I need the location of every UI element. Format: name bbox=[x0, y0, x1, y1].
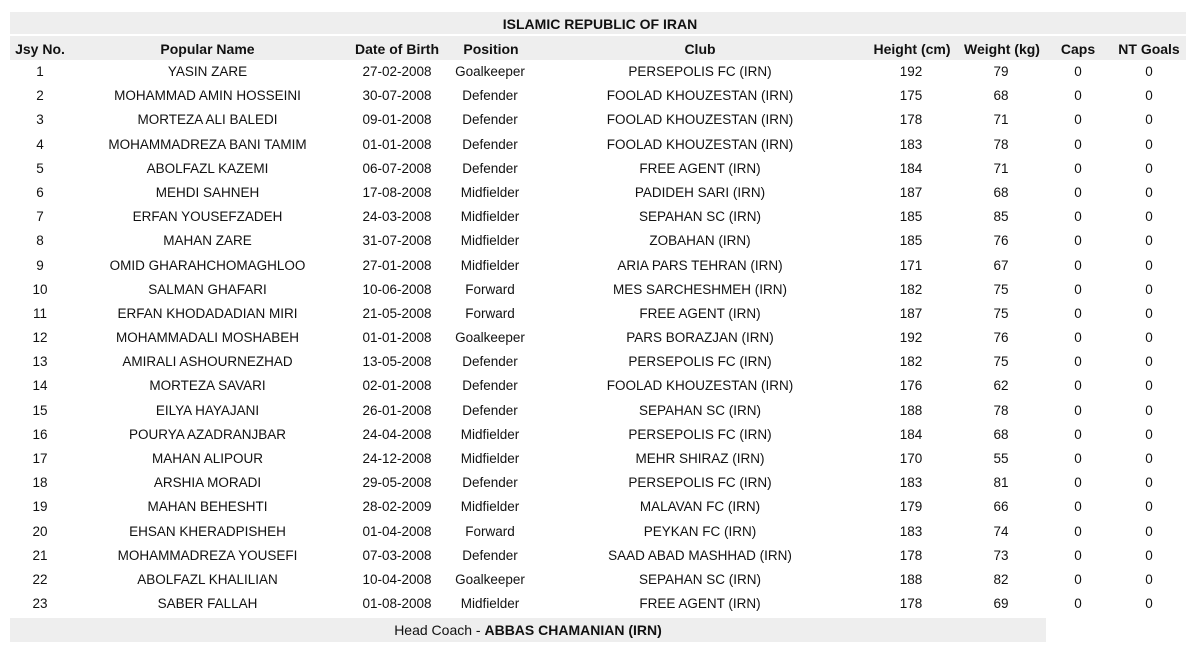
player-nt-goals: 0 bbox=[1145, 402, 1153, 418]
player-date-of-birth: 06-07-2008 bbox=[362, 160, 432, 176]
player-jsy-no: 4 bbox=[36, 136, 44, 152]
player-nt-goals: 0 bbox=[1145, 354, 1153, 370]
table-row bbox=[0, 181, 1200, 205]
player-caps: 0 bbox=[1074, 184, 1082, 200]
player-name: POURYA AZADRANJBAR bbox=[128, 426, 287, 442]
player-date-of-birth: 26-01-2008 bbox=[362, 402, 432, 418]
player-position: Goalkeeper bbox=[455, 571, 525, 587]
player-height: 182 bbox=[899, 354, 923, 370]
player-weight: 69 bbox=[993, 596, 1009, 612]
player-name: MAHAN ALIPOUR bbox=[151, 451, 264, 466]
player-height: 183 bbox=[899, 523, 923, 539]
player-club: ZOBAHAN (IRN) bbox=[649, 233, 751, 249]
player-date-of-birth: 28-02-2009 bbox=[362, 499, 432, 515]
player-position: Defender bbox=[462, 136, 518, 152]
table-row bbox=[0, 350, 1200, 374]
player-nt-goals: 0 bbox=[1145, 596, 1153, 612]
header-date-of-birth: Date of Birth bbox=[355, 41, 439, 57]
player-caps: 0 bbox=[1074, 402, 1082, 418]
player-height: 182 bbox=[899, 281, 923, 297]
player-height: 183 bbox=[899, 475, 923, 491]
player-name: MOHAMMAD AMIN HOSSEINI bbox=[114, 88, 301, 104]
player-nt-goals: 0 bbox=[1145, 571, 1153, 587]
player-date-of-birth: 17-08-2008 bbox=[362, 184, 432, 200]
table-row bbox=[0, 592, 1200, 616]
player-weight: 71 bbox=[993, 160, 1009, 176]
player-weight: 75 bbox=[993, 305, 1009, 321]
player-club: FOOLAD KHOUZESTAN (IRN) bbox=[606, 136, 794, 152]
table-row bbox=[0, 374, 1200, 398]
player-position: Defender bbox=[462, 402, 518, 418]
player-jsy-no: 15 bbox=[32, 402, 48, 418]
player-club: SEPAHAN SC (IRN) bbox=[638, 571, 761, 587]
player-nt-goals: 0 bbox=[1145, 475, 1153, 491]
player-club: FREE AGENT (IRN) bbox=[639, 305, 761, 321]
header-height: Height (cm) bbox=[873, 41, 951, 57]
player-weight: 55 bbox=[993, 451, 1009, 466]
player-jsy-no: 18 bbox=[32, 475, 48, 491]
player-caps: 0 bbox=[1074, 330, 1082, 346]
player-club: PEYKAN FC (IRN) bbox=[643, 523, 757, 539]
player-nt-goals: 0 bbox=[1145, 499, 1153, 515]
table-row bbox=[0, 157, 1200, 181]
player-height: 179 bbox=[899, 499, 923, 515]
player-height: 171 bbox=[899, 257, 923, 273]
player-jsy-no: 14 bbox=[32, 378, 48, 394]
player-weight: 68 bbox=[993, 88, 1009, 104]
player-jsy-no: 1 bbox=[36, 64, 44, 79]
table-row bbox=[0, 229, 1200, 253]
player-date-of-birth: 07-03-2008 bbox=[362, 547, 432, 563]
header-nt-goals: NT Goals bbox=[1118, 41, 1180, 57]
player-caps: 0 bbox=[1074, 499, 1082, 515]
header-weight: Weight (kg) bbox=[964, 41, 1040, 57]
table-row bbox=[0, 205, 1200, 229]
player-date-of-birth: 01-04-2008 bbox=[362, 523, 432, 539]
table-row bbox=[0, 326, 1200, 350]
player-weight: 85 bbox=[993, 209, 1009, 225]
player-weight: 71 bbox=[993, 112, 1009, 128]
player-name: ABOLFAZL KAZEMI bbox=[146, 160, 269, 176]
player-name: AMIRALI ASHOURNEZHAD bbox=[122, 354, 293, 370]
player-name: MEHDI SAHNEH bbox=[155, 184, 260, 200]
player-date-of-birth: 27-02-2008 bbox=[362, 64, 432, 79]
player-position: Midfielder bbox=[460, 257, 520, 273]
player-jsy-no: 9 bbox=[36, 257, 44, 273]
player-date-of-birth: 01-01-2008 bbox=[362, 330, 432, 346]
player-position: Defender bbox=[462, 160, 518, 176]
player-weight: 74 bbox=[993, 523, 1009, 539]
player-position: Defender bbox=[462, 547, 518, 563]
player-weight: 75 bbox=[993, 354, 1009, 370]
player-jsy-no: 7 bbox=[36, 209, 44, 225]
player-weight: 79 bbox=[993, 64, 1009, 79]
player-caps: 0 bbox=[1074, 354, 1082, 370]
player-jsy-no: 23 bbox=[32, 596, 48, 612]
table-row bbox=[0, 423, 1200, 447]
header-popular-name: Popular Name bbox=[160, 41, 255, 57]
player-club: PERSEPOLIS FC (IRN) bbox=[628, 475, 772, 491]
player-height: 187 bbox=[899, 305, 923, 321]
player-name: YASIN ZARE bbox=[167, 64, 248, 79]
player-position: Midfielder bbox=[460, 451, 520, 466]
player-club: FREE AGENT (IRN) bbox=[639, 160, 761, 176]
player-nt-goals: 0 bbox=[1145, 330, 1153, 346]
player-club: PADIDEH SARI (IRN) bbox=[634, 184, 766, 200]
player-position: Midfielder bbox=[460, 209, 520, 225]
player-name: SABER FALLAH bbox=[157, 596, 258, 612]
player-height: 178 bbox=[899, 596, 923, 612]
player-jsy-no: 17 bbox=[32, 451, 48, 466]
player-caps: 0 bbox=[1074, 523, 1082, 539]
player-date-of-birth: 10-04-2008 bbox=[362, 571, 432, 587]
player-jsy-no: 3 bbox=[36, 112, 44, 128]
player-nt-goals: 0 bbox=[1145, 451, 1153, 466]
player-caps: 0 bbox=[1074, 257, 1082, 273]
table-row bbox=[0, 471, 1200, 495]
player-nt-goals: 0 bbox=[1145, 112, 1153, 128]
player-height: 184 bbox=[899, 426, 923, 442]
player-date-of-birth: 09-01-2008 bbox=[362, 112, 432, 128]
table-row bbox=[0, 108, 1200, 132]
player-caps: 0 bbox=[1074, 426, 1082, 442]
player-caps: 0 bbox=[1074, 475, 1082, 491]
player-club: PARS BORAZJAN (IRN) bbox=[626, 330, 774, 346]
player-club: PERSEPOLIS FC (IRN) bbox=[628, 426, 772, 442]
player-position: Midfielder bbox=[460, 499, 520, 515]
player-name: MAHAN BEHESHTI bbox=[147, 499, 268, 515]
player-jsy-no: 5 bbox=[36, 160, 44, 176]
table-row bbox=[0, 399, 1200, 423]
player-nt-goals: 0 bbox=[1145, 88, 1153, 104]
player-height: 178 bbox=[899, 547, 923, 563]
player-jsy-no: 22 bbox=[32, 571, 48, 587]
player-caps: 0 bbox=[1074, 281, 1082, 297]
player-jsy-no: 21 bbox=[32, 547, 48, 563]
player-position: Midfielder bbox=[460, 596, 520, 612]
player-weight: 78 bbox=[993, 402, 1009, 418]
player-jsy-no: 2 bbox=[36, 88, 44, 104]
player-date-of-birth: 24-12-2008 bbox=[362, 451, 432, 466]
player-name: MAHAN ZARE bbox=[163, 233, 252, 249]
player-name: MORTEZA ALI BALEDI bbox=[137, 112, 278, 128]
player-date-of-birth: 13-05-2008 bbox=[362, 354, 432, 370]
player-jsy-no: 6 bbox=[36, 184, 44, 200]
player-caps: 0 bbox=[1074, 64, 1082, 79]
player-jsy-no: 12 bbox=[32, 330, 48, 346]
player-jsy-no: 10 bbox=[32, 281, 48, 297]
player-club: MES SARCHESHMEH (IRN) bbox=[612, 281, 787, 297]
player-position: Defender bbox=[462, 378, 518, 394]
player-height: 176 bbox=[899, 378, 923, 394]
player-height: 188 bbox=[899, 571, 923, 587]
player-club: FOOLAD KHOUZESTAN (IRN) bbox=[606, 378, 794, 394]
player-date-of-birth: 30-07-2008 bbox=[362, 88, 432, 104]
player-club: SEPAHAN SC (IRN) bbox=[638, 402, 761, 418]
player-weight: 67 bbox=[993, 257, 1009, 273]
player-name: SALMAN GHAFARI bbox=[148, 281, 267, 297]
player-nt-goals: 0 bbox=[1145, 305, 1153, 321]
player-nt-goals: 0 bbox=[1145, 184, 1153, 200]
player-weight: 75 bbox=[993, 281, 1009, 297]
player-position: Forward bbox=[465, 281, 515, 297]
player-name: ABOLFAZL KHALILIAN bbox=[137, 571, 278, 587]
player-position: Midfielder bbox=[460, 184, 520, 200]
player-nt-goals: 0 bbox=[1145, 64, 1153, 79]
player-caps: 0 bbox=[1074, 136, 1082, 152]
player-club: SEPAHAN SC (IRN) bbox=[638, 209, 761, 225]
player-height: 184 bbox=[899, 160, 923, 176]
player-nt-goals: 0 bbox=[1145, 257, 1153, 273]
player-date-of-birth: 02-01-2008 bbox=[362, 378, 432, 394]
player-caps: 0 bbox=[1074, 596, 1082, 612]
player-jsy-no: 11 bbox=[32, 305, 47, 321]
player-caps: 0 bbox=[1074, 305, 1082, 321]
player-position: Defender bbox=[462, 475, 518, 491]
player-height: 170 bbox=[899, 451, 923, 466]
player-nt-goals: 0 bbox=[1145, 523, 1153, 539]
player-jsy-no: 8 bbox=[36, 233, 44, 249]
player-caps: 0 bbox=[1074, 571, 1082, 587]
player-date-of-birth: 29-05-2008 bbox=[362, 475, 432, 491]
table-row bbox=[0, 302, 1200, 326]
player-height: 183 bbox=[899, 136, 923, 152]
head-coach-name: ABBAS CHAMANIAN (IRN) bbox=[484, 622, 662, 638]
player-date-of-birth: 21-05-2008 bbox=[362, 305, 432, 321]
player-date-of-birth: 01-01-2008 bbox=[362, 136, 432, 152]
player-nt-goals: 0 bbox=[1145, 547, 1153, 563]
player-club: PERSEPOLIS FC (IRN) bbox=[628, 354, 772, 370]
player-club: MEHR SHIRAZ (IRN) bbox=[635, 451, 765, 466]
player-height: 192 bbox=[899, 330, 923, 346]
player-caps: 0 bbox=[1074, 378, 1082, 394]
player-nt-goals: 0 bbox=[1145, 426, 1153, 442]
player-name: ERFAN KHODADADIAN MIRI bbox=[117, 305, 298, 321]
player-weight: 81 bbox=[993, 475, 1009, 491]
player-nt-goals: 0 bbox=[1145, 233, 1153, 249]
player-position: Goalkeeper bbox=[455, 330, 525, 346]
player-height: 175 bbox=[899, 88, 923, 104]
player-club: PERSEPOLIS FC (IRN) bbox=[628, 64, 772, 79]
table-row bbox=[0, 447, 1200, 471]
player-name: ERFAN YOUSEFZADEH bbox=[132, 209, 283, 225]
player-name: MORTEZA SAVARI bbox=[149, 378, 266, 394]
player-height: 178 bbox=[899, 112, 923, 128]
player-date-of-birth: 27-01-2008 bbox=[362, 257, 432, 273]
player-nt-goals: 0 bbox=[1145, 209, 1153, 225]
player-caps: 0 bbox=[1074, 112, 1082, 128]
table-row bbox=[0, 84, 1200, 108]
header-jsy-no: Jsy No. bbox=[15, 41, 65, 57]
player-name: OMID GHARAHCHOMAGHLOO bbox=[109, 257, 306, 273]
team-title: ISLAMIC REPUBLIC OF IRAN bbox=[502, 16, 698, 32]
player-weight: 68 bbox=[993, 426, 1009, 442]
player-position: Defender bbox=[462, 354, 518, 370]
player-table-body bbox=[0, 60, 1200, 616]
header-club: Club bbox=[684, 41, 716, 57]
player-weight: 73 bbox=[993, 547, 1009, 563]
player-weight: 82 bbox=[993, 571, 1009, 587]
player-jsy-no: 19 bbox=[32, 499, 48, 515]
player-weight: 76 bbox=[993, 233, 1009, 249]
player-jsy-no: 20 bbox=[32, 523, 48, 539]
player-height: 185 bbox=[899, 233, 923, 249]
table-row bbox=[0, 278, 1200, 302]
player-jsy-no: 16 bbox=[32, 426, 48, 442]
player-club: SAAD ABAD MASHHAD (IRN) bbox=[608, 547, 792, 563]
player-weight: 78 bbox=[993, 136, 1009, 152]
player-position: Forward bbox=[465, 523, 515, 539]
table-row bbox=[0, 133, 1200, 157]
player-date-of-birth: 01-08-2008 bbox=[362, 596, 432, 612]
table-row bbox=[0, 495, 1200, 519]
player-date-of-birth: 10-06-2008 bbox=[362, 281, 432, 297]
player-height: 187 bbox=[899, 184, 923, 200]
player-caps: 0 bbox=[1074, 233, 1082, 249]
table-row bbox=[0, 520, 1200, 544]
header-position: Position bbox=[463, 41, 519, 57]
player-name: EILYA HAYAJANI bbox=[155, 402, 260, 418]
player-weight: 66 bbox=[993, 499, 1009, 515]
table-row bbox=[0, 60, 1200, 84]
player-weight: 76 bbox=[993, 330, 1009, 346]
player-position: Defender bbox=[462, 112, 518, 128]
player-date-of-birth: 24-04-2008 bbox=[362, 426, 432, 442]
player-position: Midfielder bbox=[460, 233, 520, 249]
player-caps: 0 bbox=[1074, 209, 1082, 225]
player-nt-goals: 0 bbox=[1145, 281, 1153, 297]
player-nt-goals: 0 bbox=[1145, 160, 1153, 176]
head-coach-label: Head Coach - bbox=[394, 622, 485, 638]
table-row bbox=[0, 254, 1200, 278]
player-name: EHSAN KHERADPISHEH bbox=[129, 523, 286, 539]
player-club: FREE AGENT (IRN) bbox=[639, 596, 761, 612]
player-club: FOOLAD KHOUZESTAN (IRN) bbox=[606, 112, 794, 128]
player-height: 192 bbox=[899, 64, 923, 79]
player-position: Midfielder bbox=[460, 426, 520, 442]
player-name: ARSHIA MORADI bbox=[153, 475, 262, 491]
player-caps: 0 bbox=[1074, 451, 1082, 466]
player-club: FOOLAD KHOUZESTAN (IRN) bbox=[606, 88, 794, 104]
player-date-of-birth: 31-07-2008 bbox=[362, 233, 432, 249]
player-name: MOHAMMADREZA YOUSEFI bbox=[117, 547, 298, 563]
player-height: 188 bbox=[899, 402, 923, 418]
player-caps: 0 bbox=[1074, 160, 1082, 176]
player-position: Goalkeeper bbox=[455, 64, 525, 79]
header-caps: Caps bbox=[1060, 41, 1096, 57]
player-weight: 68 bbox=[993, 184, 1009, 200]
player-name: MOHAMMADREZA BANI TAMIM bbox=[108, 136, 307, 152]
player-weight: 62 bbox=[993, 378, 1009, 394]
head-coach-line bbox=[10, 618, 1046, 642]
player-club: ARIA PARS TEHRAN (IRN) bbox=[617, 257, 783, 273]
table-row bbox=[0, 544, 1200, 568]
player-nt-goals: 0 bbox=[1145, 136, 1153, 152]
player-caps: 0 bbox=[1074, 88, 1082, 104]
player-date-of-birth: 24-03-2008 bbox=[362, 209, 432, 225]
player-height: 185 bbox=[899, 209, 923, 225]
player-name: MOHAMMADALI MOSHABEH bbox=[115, 330, 300, 346]
player-jsy-no: 13 bbox=[32, 354, 48, 370]
player-position: Forward bbox=[465, 305, 515, 321]
player-position: Defender bbox=[462, 88, 518, 104]
player-club: MALAVAN FC (IRN) bbox=[639, 499, 761, 515]
table-row bbox=[0, 568, 1200, 592]
player-caps: 0 bbox=[1074, 547, 1082, 563]
player-nt-goals: 0 bbox=[1145, 378, 1153, 394]
